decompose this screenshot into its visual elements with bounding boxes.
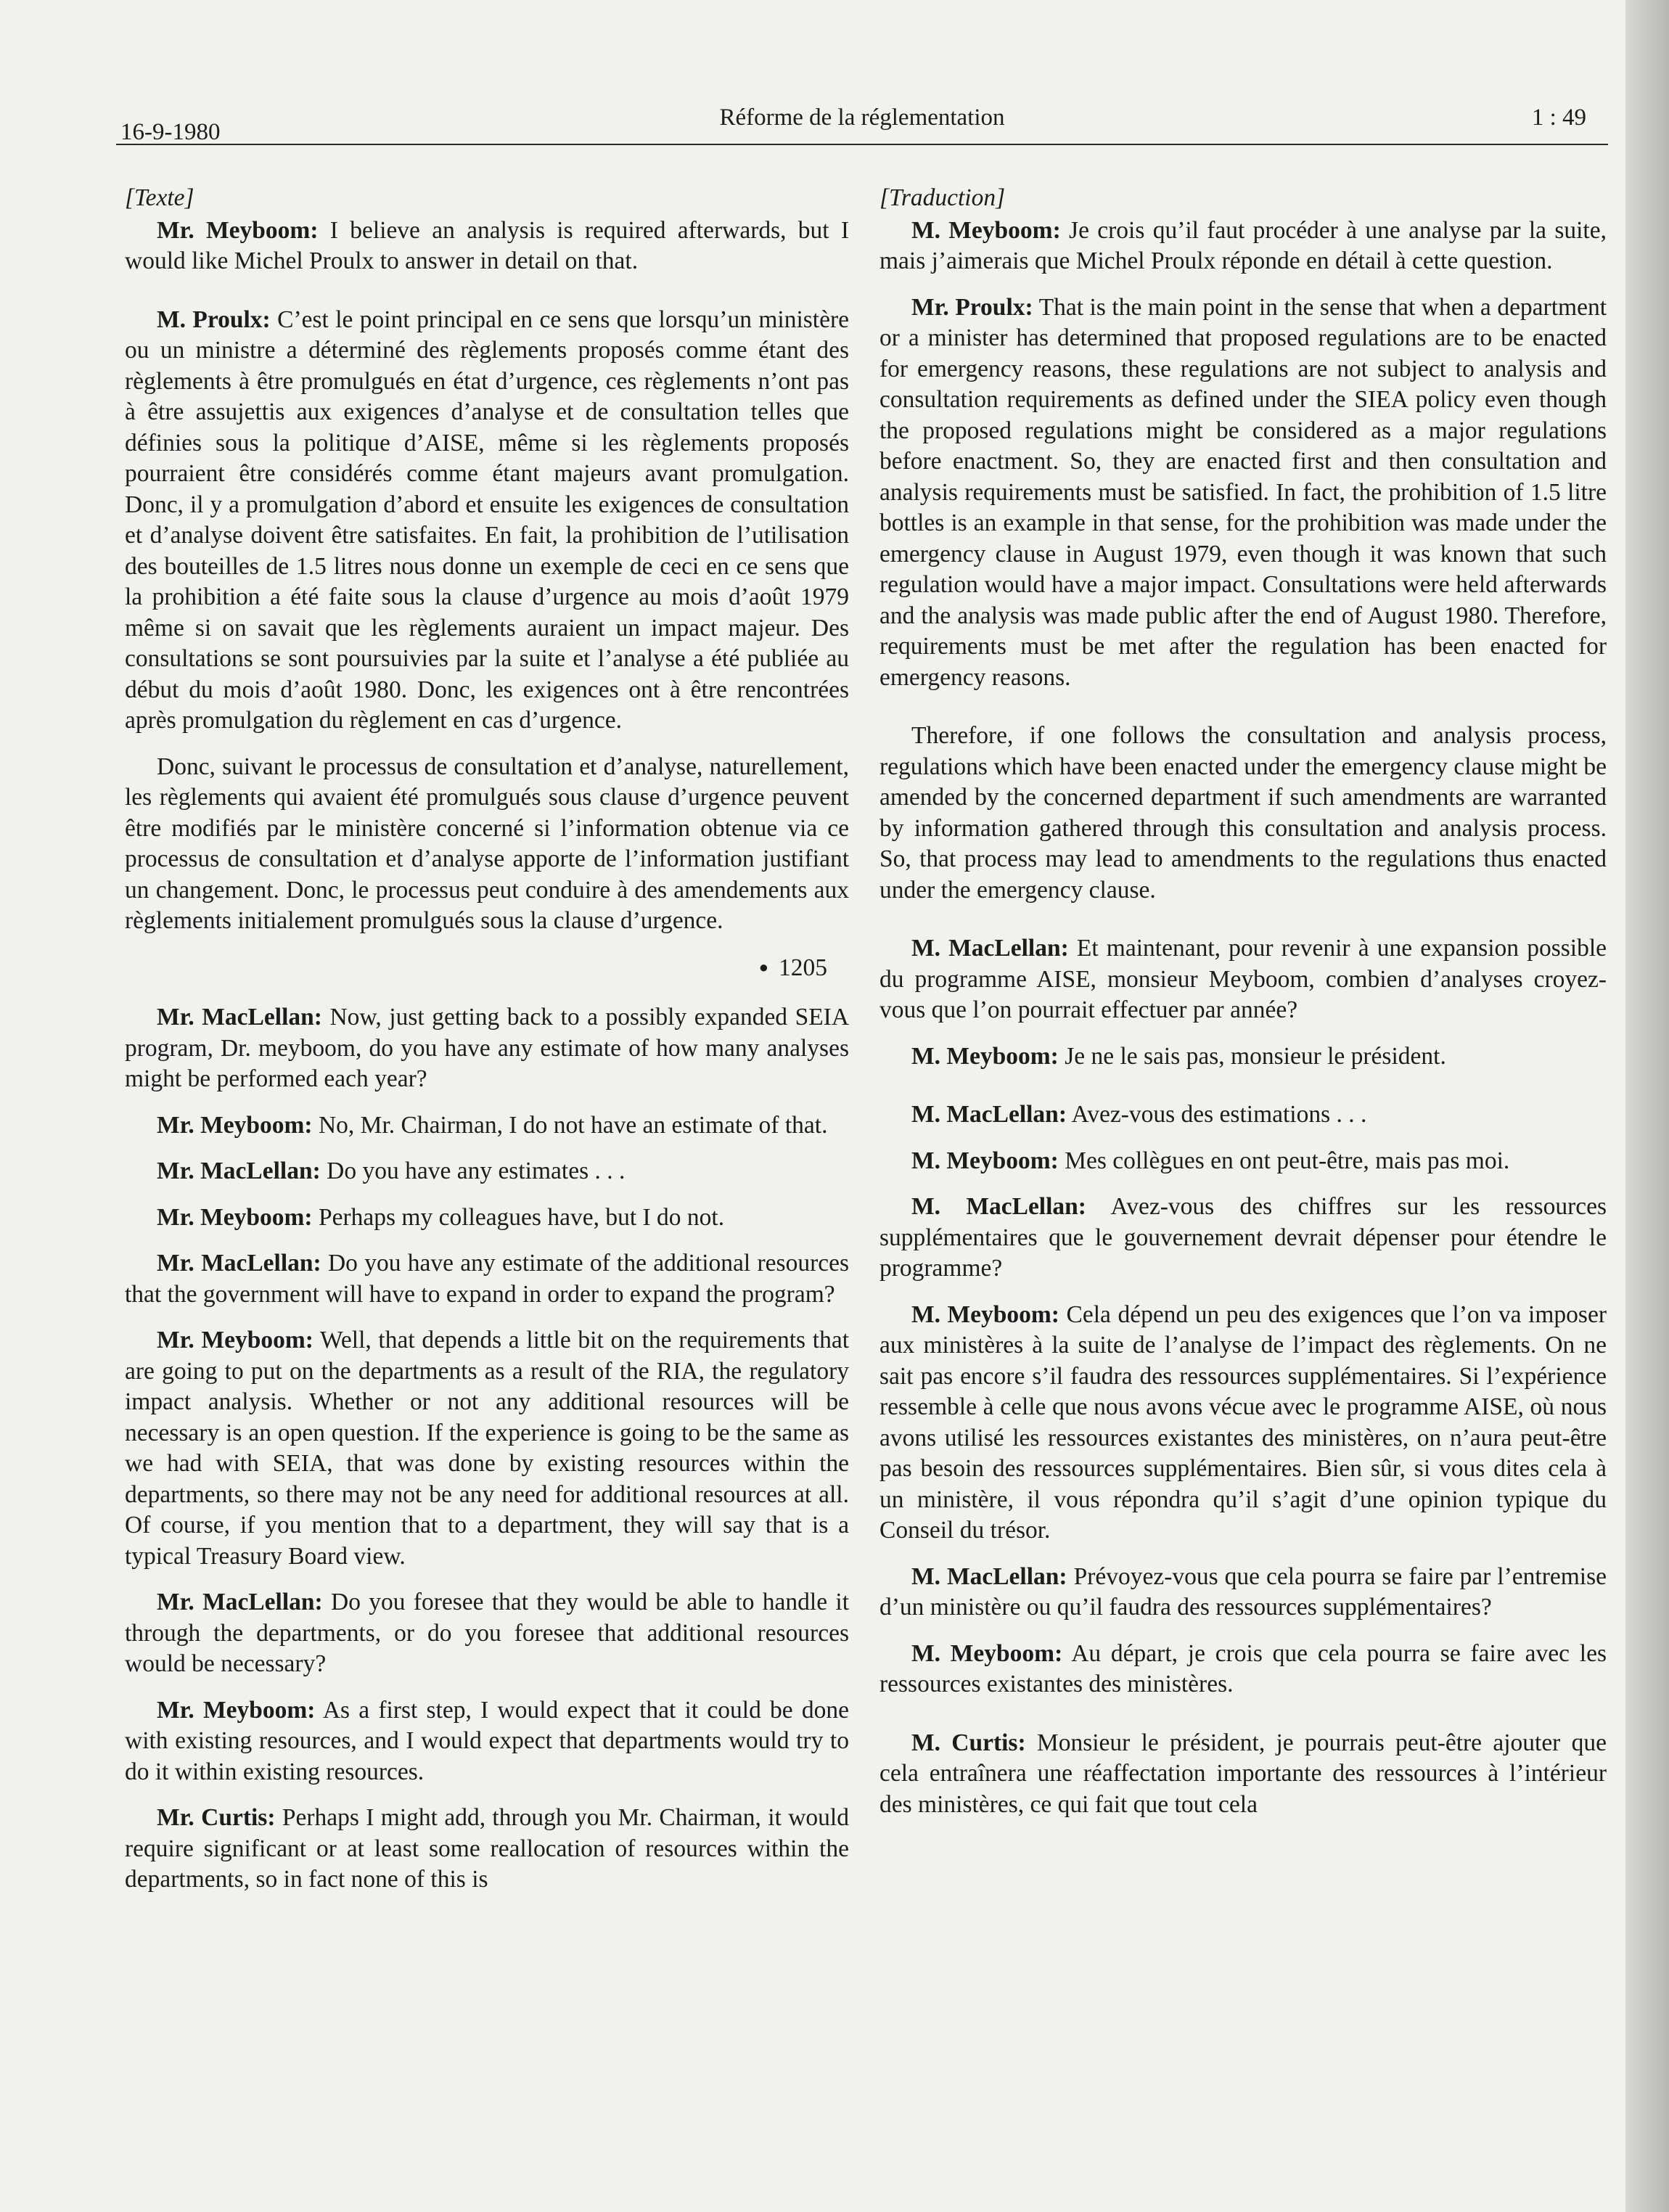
- paragraph-text: C’est le point principal en ce sens que lorsqu’un ministère ou un ministre a déterminé des règlements proposés comme étant des règlements à être promulgués en état d’urgence, ces règlements n’ont pas à être assujettis aux exigences d’analyse et de consultation telles que définies sous la politique d’AISE, même si les règlements proposés pourraient être considérés comme étant majeurs avant promulgation. Donc, il y a promulgation d’abord et ensuite les exigences de consultation et d’analyse doivent être satisfaites. En fait, la prohibition de l’utilisation des bouteilles de 1.5 litres nous donne un exemple de ceci en ce sens que la prohibition a été faite sous la clause d’urgence au mois d’août 1979 même si on savait que les règlements auraient un impact majeur. Des consultations se sont poursuivies par la suite et l’analyse a été publiée au début du mois d’août 1980. Donc, les exigences ont à être rencontrées après promulgation du règlement en cas d’urgence.: [125, 306, 849, 734]
- paragraph-text: That is the main point in the sense that when a department or a minister has determined that proposed regulations are to be enacted for emergency reasons, these regulations are not subject to analysis and consultation requirements as defined under the SIEA policy even though the proposed regulations might be considered as a major regulations before enactment. So, they are enacted first and then consultation and analysis requirements must be satisfied. In fact, the prohibition of 1.5 litre bottles is an example in that sense, for the prohibition was made under the emergency clause in August 1979, even though it was known that such regulation would have a major impact. Consultations were held afterwards and the analysis was made public after the end of August 1980. Therefore, requirements must be met after the regulation has been enacted for emergency reasons.: [879, 293, 1607, 691]
- paragraph: [125, 1695, 849, 1788]
- speaker-name: Mr. Meyboom:: [157, 1327, 313, 1353]
- running-header: [116, 103, 1608, 145]
- paragraph: [879, 1300, 1607, 1547]
- paragraph-text: Monsieur le président, je pourrais peut-être ajouter que cela entraînera une réaffectation importante des ressources à l’intérieur des ministères, ce qui fait que tout cela: [879, 1729, 1607, 1818]
- paragraph-text: Avez-vous des estimations . . .: [1071, 1101, 1367, 1128]
- speaker-name: M. MacLellan:: [911, 1562, 1067, 1590]
- speaker-name: Mr. MacLellan:: [157, 1589, 323, 1615]
- speaker-name: M. MacLellan:: [911, 1101, 1067, 1128]
- paragraph-text: Je crois qu’il faut procéder à une analyse par la suite, mais j’aimerais que Michel Proulx réponde en détail à cette question.: [879, 216, 1607, 274]
- speaker-name: M. MacLellan:: [911, 935, 1069, 962]
- time-marker-value: 1205: [779, 954, 827, 981]
- paragraph: [879, 721, 1607, 906]
- paragraph-text: Donc, suivant le processus de consultation et d’analyse, naturellement, les règlements qui avaient été promulgués sous clause d’urgence peuvent être modifiés par le ministère concerné si l’information obtenue via ce processus de consultation et d’analyse apporte de l’information justifiant un changement. Donc, le processus peut conduire à des amendements aux règlements initialement promulgués sous la clause d’urgence.: [125, 753, 849, 934]
- paragraph-text: No, Mr. Chairman, I do not have an estimate of that.: [318, 1111, 828, 1139]
- paragraph: [879, 1099, 1607, 1131]
- paragraph: [125, 1110, 849, 1142]
- paragraph: [125, 1203, 849, 1234]
- speaker-name: M. Meyboom:: [911, 1639, 1063, 1667]
- time-marker: [125, 952, 827, 984]
- speaker-name: Mr. Meyboom:: [157, 1111, 313, 1139]
- paragraph: [125, 1248, 849, 1310]
- speaker-name: Mr. MacLellan:: [157, 1004, 322, 1031]
- paragraph-text: As a first step, I would expect that it could be done with existing resources, and I would expect that departments would try to do it within existing resources.: [125, 1696, 850, 1785]
- paragraph: [879, 1146, 1607, 1177]
- paragraph-text: Well, that depends a little bit on the requirements that are going to put on the departments as a result of the RIA, the regulatory impact analysis. Whether or not any additional resources will be necessary is an open question. If the experience is going to be the same as we had with SEIA, that was done by existing resources within the departments, so there may not be any need for additional resources at all. Of course, if you mention that to a department, they will say that is a typical Treasury Board view.: [125, 1327, 849, 1570]
- speaker-name: M. Meyboom:: [911, 1042, 1059, 1070]
- header-title: Réforme de la réglementation: [719, 105, 1005, 131]
- paragraph-text: Au départ, je crois que cela pourra se faire avec les ressources existantes des ministères.: [879, 1639, 1607, 1697]
- paragraph-text: Prévoyez-vous que cela pourra se faire par l’entremise d’un ministère ou qu’il faudra des ressources supplémentaires?: [879, 1562, 1607, 1621]
- speaker-name: M. Meyboom:: [911, 1300, 1059, 1328]
- speaker-name: Mr. Meyboom:: [157, 1696, 316, 1724]
- paragraph-text: Et maintenant, pour revenir à une expansion possible du programme AISE, monsieur Meyboom, combien d’analyses croyez-vous que l’on pourrait effectuer par année?: [879, 935, 1607, 1023]
- paragraph: [125, 1325, 849, 1572]
- paragraph: [879, 933, 1607, 1026]
- paragraph: [879, 1639, 1607, 1700]
- section-label-texte: [Texte]: [125, 184, 194, 211]
- paragraph-text: Now, just getting back to a possibly expanded SEIA program, Dr. meyboom, do you have any estimate of how many analyses might be performed each year?: [125, 1004, 850, 1092]
- paragraph: [125, 1587, 849, 1680]
- paragraph-text: Cela dépend un peu des exigences que l’on va imposer aux ministères à la suite de l’analyse de l’impact des règlements. On ne sait pas encore s’il faudra des ressources supplémentaires. Si l’expérience ressemble à celle que nous avons vécue avec le programme AISE, où nous avons utilisé les ressources existantes des ministères, on n’aura peut-être pas besoin des ressources supplémentaires. Bien sûr, si vous dites cela à un ministère, il vous répondra qu’il s’agit d’une opinion typique du Conseil du trésor.: [879, 1300, 1607, 1544]
- paragraph: [879, 292, 1607, 694]
- paragraph: [879, 1562, 1607, 1623]
- left-column-original-text: [125, 183, 849, 1911]
- paragraph-text: I believe an analysis is required afterwards, but I would like Michel Proulx to answer in detail on that.: [125, 216, 850, 274]
- page-number: 1 : 49: [1531, 105, 1586, 131]
- speaker-name: Mr. MacLellan:: [157, 1250, 321, 1277]
- paragraph: [125, 1156, 849, 1187]
- speaker-name: Mr. Proulx:: [911, 293, 1033, 321]
- speaker-name: Mr. Curtis:: [157, 1804, 276, 1831]
- right-column-translation: [879, 183, 1607, 1835]
- paragraph-text: Perhaps I might add, through you Mr. Chairman, it would require significant or at least some reallocation of resources within the departments, so in fact none of this is: [125, 1804, 849, 1893]
- paragraph-text: Mes collègues en ont peut-être, mais pas moi.: [1065, 1147, 1510, 1174]
- paragraph: [125, 752, 849, 937]
- paragraph-text: Do you have any estimates . . .: [327, 1158, 626, 1184]
- speaker-name: M. Meyboom:: [911, 1147, 1059, 1174]
- paragraph: [125, 1803, 849, 1896]
- paragraph-text: Do you foresee that they would be able to handle it through the departments, or do you foresee that additional resources would be necessary?: [125, 1589, 850, 1677]
- paragraph: [879, 1041, 1607, 1073]
- paragraph: [879, 1192, 1607, 1285]
- paragraph-text: Je ne le sais pas, monsieur le président.: [1065, 1042, 1446, 1070]
- speaker-name: Mr. Meyboom:: [157, 216, 319, 244]
- paragraph: [125, 216, 849, 277]
- speaker-name: M. Proulx:: [157, 306, 271, 333]
- paragraph: [125, 305, 849, 737]
- bullet-icon: ●: [758, 957, 768, 976]
- speaker-name: M. Meyboom:: [911, 216, 1061, 244]
- header-date: 16-9-1980: [120, 119, 221, 145]
- section-label-traduction: [Traduction]: [879, 184, 1006, 211]
- paragraph-text: Avez-vous des chiffres sur les ressources supplémentaires que le gouvernement devrait dépenser pour étendre le programme?: [879, 1193, 1607, 1282]
- paragraph: [125, 1002, 849, 1095]
- speaker-name: M. Curtis:: [911, 1729, 1026, 1756]
- paragraph-text: Do you have any estimate of the additional resources that the government will have to expand in order to expand the program?: [125, 1250, 850, 1308]
- paragraph-text: Therefore, if one follows the consultation and analysis process, regulations which have been enacted under the emergency clause might be amended by the concerned department if such amendments are warranted by information gathered through this consultation and analysis process. So, that process may lead to amendments to the regulations thus enacted under the emergency clause.: [879, 722, 1607, 904]
- binding-edge: [1625, 0, 1669, 2212]
- speaker-name: M. MacLellan:: [911, 1193, 1086, 1220]
- paragraph: [879, 1728, 1607, 1821]
- paragraph: [879, 216, 1607, 277]
- speaker-name: Mr. Meyboom:: [157, 1203, 313, 1231]
- speaker-name: Mr. MacLellan:: [157, 1158, 321, 1184]
- paragraph-text: Perhaps my colleagues have, but I do not.: [318, 1203, 725, 1231]
